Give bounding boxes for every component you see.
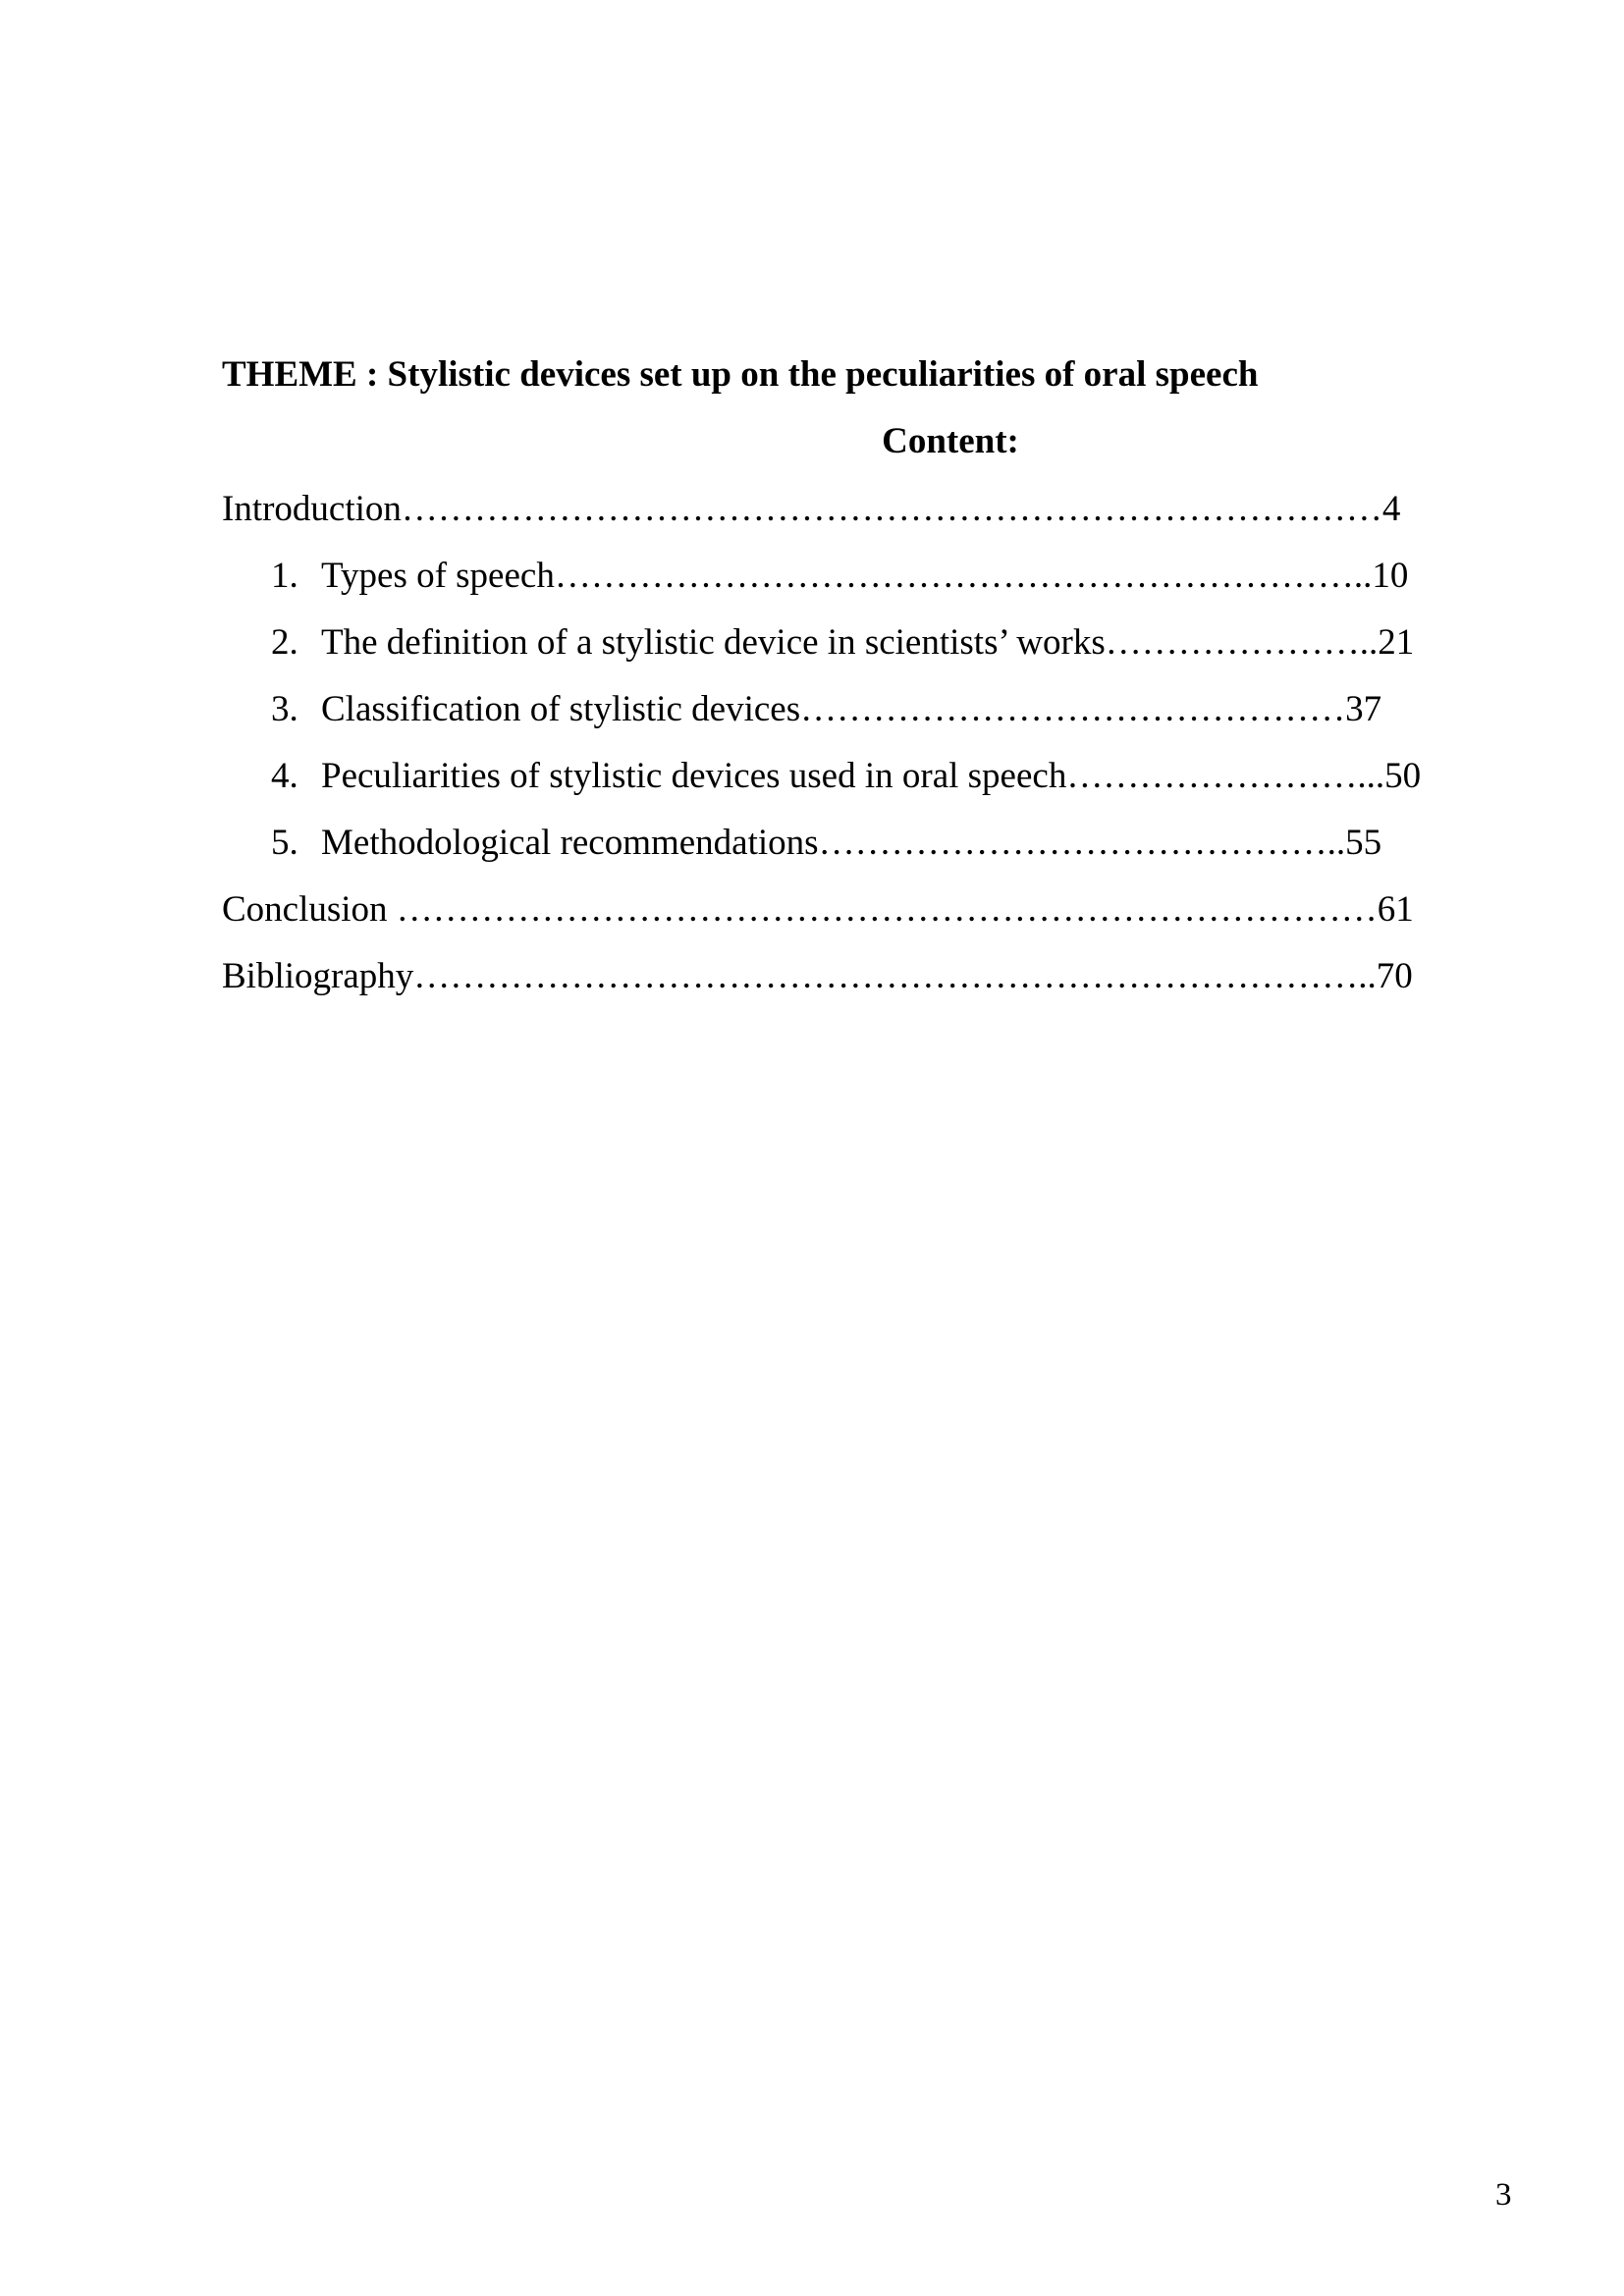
toc-item-number: 1. [271,556,298,596]
toc-item-classification [222,681,1489,748]
toc-item-introduction [222,481,1489,548]
toc-entry-text: Introduction………………………………………………………………………4 [222,489,1401,529]
toc-entry-text: Conclusion ………………………………………………………………………61 [222,889,1414,930]
toc-entry-text: Types of speech…………………………………………………………..10 [321,556,1409,596]
toc-item-number: 2. [271,622,298,663]
toc-item-conclusion [222,881,1489,948]
theme-title: THEME : Stylistic devices set up on the peculiarities of oral speech [222,354,1259,395]
toc-entry-text: Classification of stylistic devices………………………………………37 [321,689,1382,729]
toc-entry-text: Bibliography……………………………………………………………………..70 [222,956,1413,996]
toc-item-types-of-speech [222,548,1489,614]
toc-item-bibliography [222,948,1489,1015]
toc-item-definition [222,614,1489,681]
toc-entry-text: Peculiarities of stylistic devices used in oral speech……………………...50 [321,756,1422,796]
toc-entry-text: The definition of a stylistic device in scientists’ works…………………..21 [321,622,1415,663]
toc-entry-text: Methodological recommendations……………………………………..55 [321,823,1382,863]
toc-item-number: 3. [271,689,298,729]
content-heading: Content: [882,421,1019,461]
toc-item-number: 5. [271,823,298,863]
toc-item-methodological-recommendations [222,815,1489,881]
toc-item-number: 4. [271,756,298,796]
toc-item-peculiarities [222,748,1489,815]
table-of-contents [222,481,1489,1015]
page-number: 3 [1495,2177,1512,2213]
